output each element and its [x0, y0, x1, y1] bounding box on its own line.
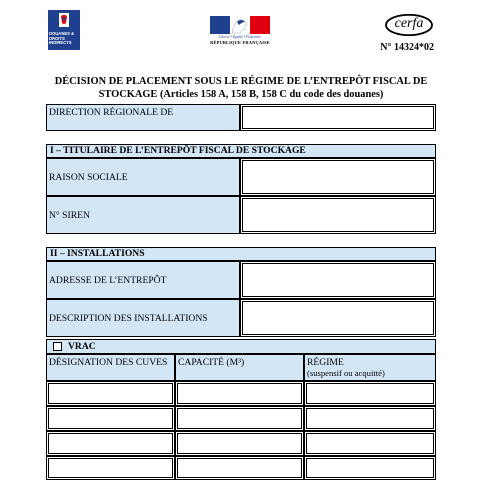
- direction-regionale-field[interactable]: [240, 104, 436, 131]
- cuve-row-2-capacite[interactable]: [175, 406, 304, 431]
- col-designation-cuves: DÉSIGNATION DES CUVES: [46, 354, 175, 381]
- col-capacite: CAPACITÉ (M³): [175, 354, 304, 381]
- cuve-row-3-capacite[interactable]: [175, 431, 304, 456]
- cuve-row-2-regime[interactable]: [304, 406, 436, 431]
- section-1-title: I – TITULAIRE DE L’ENTREPÔT FISCAL DE STOCKAGE: [46, 144, 436, 158]
- form-title-line-1: DÉCISION DE PLACEMENT SOUS LE RÉGIME DE L’ENTREPÔT FISCAL DE: [54, 76, 428, 87]
- form-title-line-2: STOCKAGE (Articles 158 A, 158 B, 158 C du code des douanes): [98, 88, 384, 100]
- raison-sociale-text: RAISON SOCIALE: [49, 171, 128, 183]
- republique-francaise-logo: [209, 16, 271, 50]
- siren-field[interactable]: [240, 196, 436, 234]
- siren-label: [46, 196, 240, 234]
- form-title: [46, 76, 436, 101]
- marianne-flag-icon: [210, 16, 270, 34]
- cerfa-number: N° 14324*02: [380, 42, 434, 53]
- adresse-entrepot-text: ADRESSE DE L’ENTREPÔT: [49, 274, 167, 286]
- cuve-row-3-designation[interactable]: [46, 431, 175, 456]
- cuve-row-4-regime[interactable]: [304, 456, 436, 480]
- douanes-emblem-icon: [59, 13, 69, 27]
- cuve-row-1-designation[interactable]: [46, 381, 175, 406]
- cuve-row-3-regime[interactable]: [304, 431, 436, 456]
- cuve-row-1-regime[interactable]: [304, 381, 436, 406]
- raison-sociale-field[interactable]: [240, 158, 436, 196]
- vrac-label: VRAC: [68, 341, 96, 352]
- vrac-checkbox[interactable]: [53, 342, 62, 351]
- rf-name: RÉPUBLIQUE FRANÇAISE: [210, 40, 270, 45]
- cuve-row-1-capacite[interactable]: [175, 381, 304, 406]
- siren-text: N° SIREN: [49, 209, 90, 221]
- description-installations-field[interactable]: [240, 299, 436, 337]
- cerfa-logo-text: cerfa: [394, 16, 424, 31]
- description-installations-text: DESCRIPTION DES INSTALLATIONS: [49, 312, 208, 324]
- description-installations-label: [46, 299, 240, 337]
- vrac-row: [46, 339, 436, 354]
- col-regime-subtext: (suspensif ou acquitté): [307, 368, 385, 378]
- section-2-title: II – INSTALLATIONS: [46, 247, 436, 261]
- adresse-entrepot-field[interactable]: [240, 261, 436, 299]
- douanes-logo: [48, 10, 80, 50]
- col-regime: [304, 354, 436, 381]
- adresse-entrepot-label: [46, 261, 240, 299]
- direction-regionale-label: DIRECTION RÉGIONALE DE: [46, 104, 240, 131]
- col-regime-text: RÉGIME: [307, 357, 344, 368]
- raison-sociale-label: [46, 158, 240, 196]
- cuve-row-2-designation[interactable]: [46, 406, 175, 431]
- douanes-logo-text: DOUANES & DROITS INDIRECTS: [49, 31, 75, 46]
- rf-motto: Liberté • Égalité • Fraternité: [219, 35, 261, 39]
- cuve-row-4-designation[interactable]: [46, 456, 175, 480]
- cuve-row-4-capacite[interactable]: [175, 456, 304, 480]
- cerfa-logo: [385, 14, 433, 36]
